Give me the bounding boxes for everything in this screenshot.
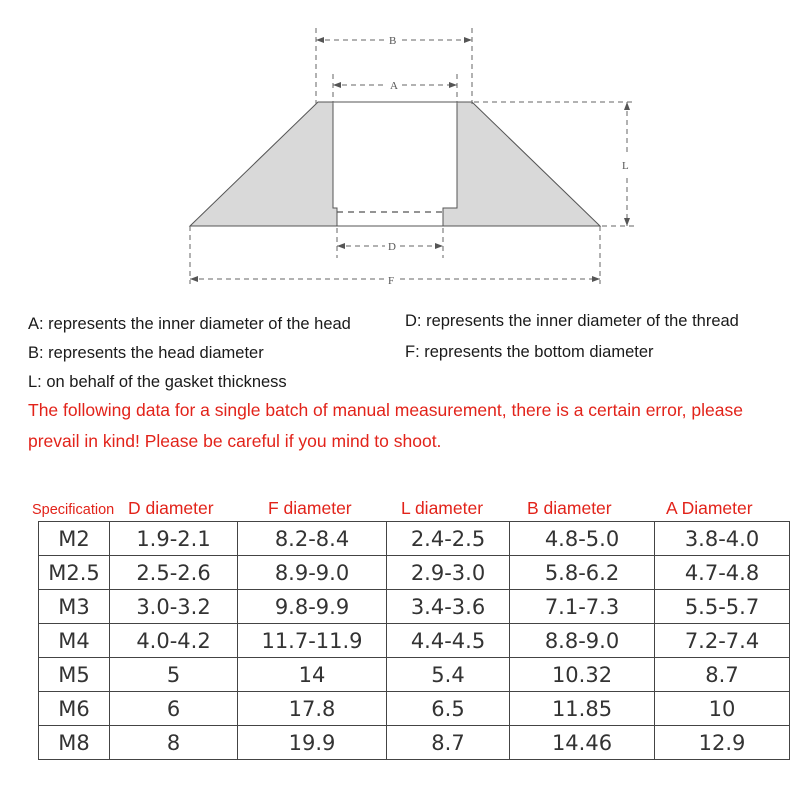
legend-d: D: represents the inner diameter of the thread bbox=[405, 312, 739, 330]
header-b-diameter: B diameter bbox=[527, 498, 612, 518]
cell-b-diameter: 11.85 bbox=[510, 692, 655, 726]
cell-specification: M2.5 bbox=[39, 556, 110, 590]
cell-l-diameter: 3.4-3.6 bbox=[387, 590, 510, 624]
header-a-diameter: A Diameter bbox=[666, 498, 753, 518]
table-row bbox=[39, 624, 790, 658]
table-row bbox=[39, 726, 790, 760]
cell-f-diameter: 17.8 bbox=[238, 692, 387, 726]
cell-d-diameter: 5 bbox=[110, 658, 238, 692]
measurement-warning: The following data for a single batch of manual measurement, there is a certain error, please prevail in kind! Please be careful if you mind to shoot. bbox=[28, 400, 743, 451]
cell-specification: M5 bbox=[39, 658, 110, 692]
spec-table bbox=[38, 521, 790, 760]
cell-b-diameter: 10.32 bbox=[510, 658, 655, 692]
cell-l-diameter: 5.4 bbox=[387, 658, 510, 692]
cell-l-diameter: 4.4-4.5 bbox=[387, 624, 510, 658]
legend-b: B: represents the head diameter bbox=[28, 344, 264, 362]
cell-l-diameter: 6.5 bbox=[387, 692, 510, 726]
cell-b-diameter: 7.1-7.3 bbox=[510, 590, 655, 624]
cell-f-diameter: 11.7-11.9 bbox=[238, 624, 387, 658]
table-row bbox=[39, 556, 790, 590]
cell-specification: M3 bbox=[39, 590, 110, 624]
table-row bbox=[39, 522, 790, 556]
dim-label-f: F bbox=[388, 275, 395, 287]
cell-a-diameter: 5.5-5.7 bbox=[655, 590, 790, 624]
washer-diagram bbox=[0, 0, 800, 300]
cell-b-diameter: 4.8-5.0 bbox=[510, 522, 655, 556]
cell-a-diameter: 10 bbox=[655, 692, 790, 726]
cell-a-diameter: 12.9 bbox=[655, 726, 790, 760]
cell-b-diameter: 8.8-9.0 bbox=[510, 624, 655, 658]
cell-specification: M2 bbox=[39, 522, 110, 556]
cell-f-diameter: 19.9 bbox=[238, 726, 387, 760]
cell-l-diameter: 2.9-3.0 bbox=[387, 556, 510, 590]
cell-a-diameter: 4.7-4.8 bbox=[655, 556, 790, 590]
cell-f-diameter: 8.9-9.0 bbox=[238, 556, 387, 590]
cell-specification: M4 bbox=[39, 624, 110, 658]
dim-label-l: L bbox=[622, 160, 629, 172]
cell-l-diameter: 8.7 bbox=[387, 726, 510, 760]
dim-label-d: D bbox=[388, 241, 396, 253]
cell-b-diameter: 5.8-6.2 bbox=[510, 556, 655, 590]
washer-bore bbox=[333, 102, 457, 226]
dim-label-b: B bbox=[389, 35, 397, 47]
cell-d-diameter: 1.9-2.1 bbox=[110, 522, 238, 556]
legend-f: F: represents the bottom diameter bbox=[405, 343, 654, 361]
cell-d-diameter: 2.5-2.6 bbox=[110, 556, 238, 590]
cell-a-diameter: 8.7 bbox=[655, 658, 790, 692]
cell-f-diameter: 14 bbox=[238, 658, 387, 692]
header-l-diameter: L diameter bbox=[401, 498, 484, 518]
table-row bbox=[39, 658, 790, 692]
dim-label-a: A bbox=[390, 80, 398, 92]
cell-a-diameter: 7.2-7.4 bbox=[655, 624, 790, 658]
cell-d-diameter: 4.0-4.2 bbox=[110, 624, 238, 658]
cell-l-diameter: 2.4-2.5 bbox=[387, 522, 510, 556]
header-f-diameter: F diameter bbox=[268, 498, 352, 518]
legend-a: A: represents the inner diameter of the head bbox=[28, 315, 351, 333]
table-row bbox=[39, 590, 790, 624]
table-row bbox=[39, 692, 790, 726]
cell-specification: M6 bbox=[39, 692, 110, 726]
cell-f-diameter: 8.2-8.4 bbox=[238, 522, 387, 556]
cell-d-diameter: 6 bbox=[110, 692, 238, 726]
cell-f-diameter: 9.8-9.9 bbox=[238, 590, 387, 624]
cell-d-diameter: 3.0-3.2 bbox=[110, 590, 238, 624]
cell-d-diameter: 8 bbox=[110, 726, 238, 760]
cell-b-diameter: 14.46 bbox=[510, 726, 655, 760]
header-d-diameter: D diameter bbox=[128, 498, 214, 518]
cell-specification: M8 bbox=[39, 726, 110, 760]
legend-l: L: on behalf of the gasket thickness bbox=[28, 373, 287, 391]
header-specification: Specification bbox=[32, 502, 115, 518]
cell-a-diameter: 3.8-4.0 bbox=[655, 522, 790, 556]
